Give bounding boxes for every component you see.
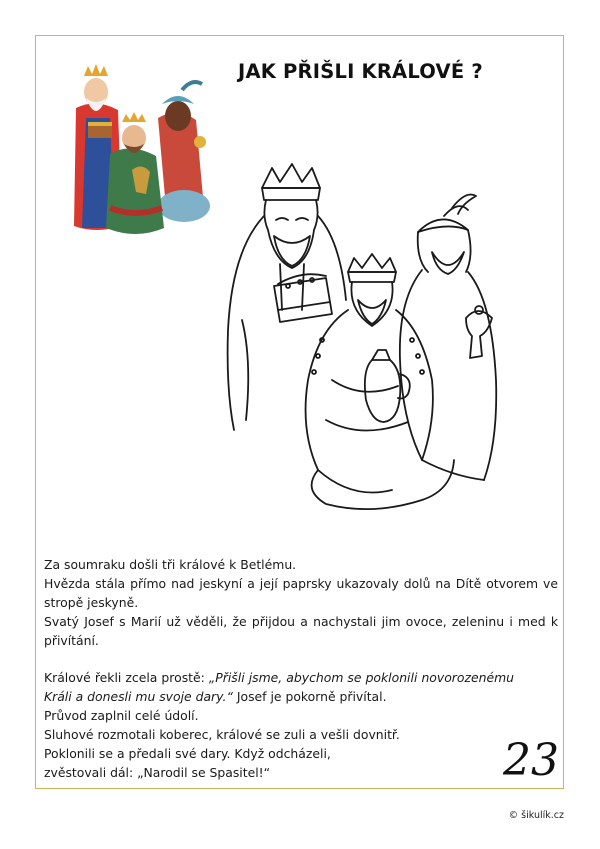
three-kings-color-illustration xyxy=(66,58,216,240)
story-line: Sluhové rozmotali koberec, králové se zuli a vešli dovnitř. xyxy=(44,727,400,742)
story-line: Za soumraku došli tři králové k Betlému. xyxy=(44,557,297,572)
three-kings-line-illustration xyxy=(222,160,520,522)
kings-quote: „Přišli jsme, abychom se poklonili novorozenému Králi a donesli mu svoje dary.“ xyxy=(44,670,514,704)
story-line xyxy=(44,668,514,706)
story-paragraph-2 xyxy=(44,668,514,782)
story-intro: Králové řekli zcela prostě: xyxy=(44,670,205,685)
story-line: Svatý Josef s Marií už věděli, že přijdou a nachystali jim ovoce, zeleninu i med k přivítání. xyxy=(44,614,558,648)
story-line: zvěstovali dál: „Narodil se Spasitel!“ xyxy=(44,765,271,780)
story-line: Poklonili se a předali své dary. Když odcházeli, xyxy=(44,746,331,761)
story-line: Hvězda stála přímo nad jeskyní a její paprsky ukazovaly dolů na Dítě otvorem ve stropě jeskyně. xyxy=(44,576,558,610)
story-line: Průvod zaplnil celé údolí. xyxy=(44,708,199,723)
page-number: 23 xyxy=(503,735,559,786)
story-after-quote: Josef je pokorně přivítal. xyxy=(236,689,387,704)
story-paragraph-1 xyxy=(44,555,558,650)
page-title: JAK PŘIŠLI KRÁLOVÉ ? xyxy=(238,60,483,83)
copyright-footer: © šikulík.cz xyxy=(508,810,564,821)
